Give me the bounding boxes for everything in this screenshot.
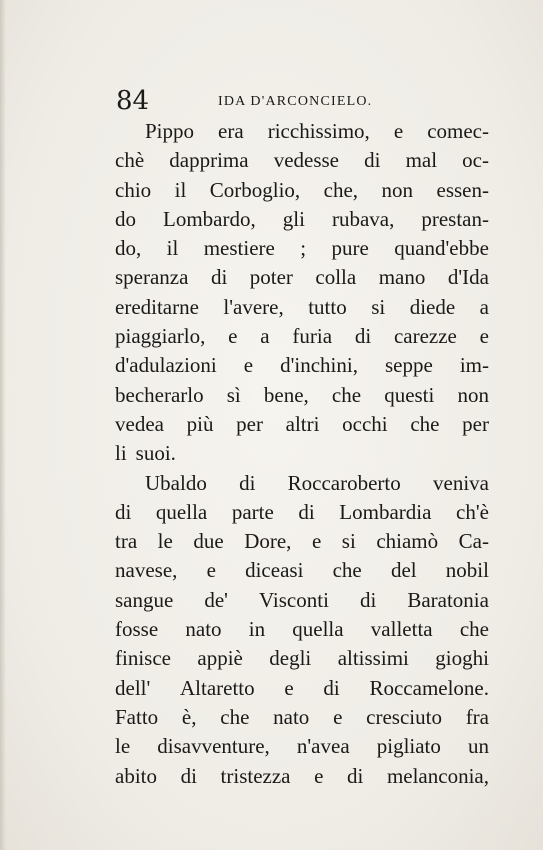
word: Baratonia	[407, 587, 489, 612]
word: mal	[405, 148, 438, 173]
text-line	[115, 674, 489, 703]
word: altri	[285, 411, 320, 436]
word: d'inchini,	[280, 353, 358, 378]
word: per	[462, 411, 489, 436]
word: ricchissimo,	[267, 119, 370, 143]
page-number: 84	[116, 86, 150, 116]
word: nato	[273, 704, 310, 729]
word: ereditarne	[115, 294, 199, 319]
word: oc-	[462, 148, 489, 173]
word: vedesse	[273, 148, 339, 173]
word: Lombardia	[339, 499, 432, 524]
word: valletta	[370, 617, 433, 642]
word: e	[479, 324, 489, 349]
text-line	[115, 762, 489, 791]
word: altissimi	[337, 646, 409, 671]
word: fosse	[115, 617, 159, 642]
word: cresciuto	[366, 704, 442, 729]
text-line	[115, 117, 489, 146]
word: Fatto	[115, 704, 159, 729]
word: non	[457, 382, 489, 407]
text-line	[115, 439, 489, 468]
word: è,	[181, 704, 197, 729]
word: due	[193, 529, 224, 554]
word: Lombardo,	[163, 206, 256, 231]
text-line	[115, 234, 489, 263]
word: nobil	[445, 558, 489, 583]
word: per	[236, 411, 263, 436]
word: e	[311, 529, 322, 554]
word: n'avea	[296, 734, 350, 759]
word: parte	[231, 499, 274, 524]
word: d'adulazioni	[115, 353, 217, 378]
word: essen-	[436, 177, 489, 202]
word: speranza	[115, 265, 189, 290]
word: piaggiarlo,	[115, 324, 206, 349]
word: poter	[249, 265, 293, 290]
word: pure	[331, 236, 369, 261]
text-line	[115, 410, 489, 439]
word: e	[228, 324, 238, 349]
word: finisce	[115, 646, 171, 671]
word: Corboglio,	[209, 177, 301, 202]
text-line	[115, 146, 489, 175]
word: era	[218, 119, 244, 143]
word: in	[248, 617, 266, 642]
word: li	[115, 441, 127, 466]
word: fra	[465, 704, 489, 729]
word: che,	[323, 177, 359, 202]
word: rubava,	[331, 206, 395, 231]
word: sangue	[115, 587, 174, 612]
word: non	[381, 177, 414, 202]
word: e	[314, 763, 324, 788]
word: disavventure,	[157, 734, 270, 759]
word: quand'ebbe	[394, 236, 489, 261]
word: Ca-	[458, 529, 489, 554]
word: chè	[115, 148, 145, 173]
word: Roccaroberto	[287, 470, 401, 495]
word: che	[459, 617, 489, 642]
paragraph-2	[115, 469, 489, 791]
text-line	[115, 732, 489, 761]
text-line	[115, 205, 489, 234]
word: a	[479, 294, 489, 319]
word: diceasi	[245, 558, 304, 583]
text-line	[115, 322, 489, 351]
word: dapprima	[169, 148, 249, 173]
word: più	[186, 411, 214, 436]
word: un	[468, 734, 489, 759]
word: dell'	[115, 675, 151, 700]
word: le	[157, 529, 173, 554]
word: seppe	[384, 353, 433, 378]
word: di	[115, 499, 132, 524]
word: chio	[115, 177, 152, 202]
word: di	[180, 763, 197, 788]
word: di	[347, 763, 364, 788]
page-header	[116, 86, 446, 116]
word: furia	[292, 324, 333, 349]
word: e	[333, 704, 343, 729]
word: le	[115, 734, 131, 759]
word: occhi	[342, 411, 388, 436]
word: colla	[315, 265, 357, 290]
word: ;	[300, 236, 307, 261]
word: quella	[155, 499, 208, 524]
word: di	[323, 675, 340, 700]
word: gioghi	[435, 646, 489, 671]
word: ch'è	[456, 499, 489, 524]
word: becherarlo	[115, 382, 204, 407]
word: Altaretto	[180, 675, 255, 700]
word: im-	[459, 353, 489, 378]
word: di	[298, 499, 315, 524]
word: e	[206, 558, 216, 583]
word: il	[166, 236, 179, 261]
word: navese,	[115, 558, 178, 583]
word: prestan-	[421, 206, 489, 231]
word: melanconia,	[386, 763, 489, 788]
text-line	[115, 644, 489, 673]
word: Dore,	[244, 529, 292, 554]
word: suoi.	[135, 441, 176, 466]
word: tristezza	[220, 763, 291, 788]
text-line	[115, 351, 489, 380]
word: nato	[185, 617, 222, 642]
word: di	[239, 470, 256, 495]
text-line	[115, 556, 489, 585]
word: e	[284, 675, 294, 700]
word: vedea	[115, 411, 164, 436]
word: degli	[269, 646, 312, 671]
word: carezze	[393, 324, 457, 349]
word: si	[341, 529, 356, 554]
word: d'Ida	[447, 265, 489, 290]
text-line	[115, 263, 489, 292]
word: quella	[292, 617, 344, 642]
word: di	[364, 148, 381, 173]
word: e	[393, 119, 404, 143]
word: do	[115, 206, 136, 231]
word: di	[354, 324, 372, 349]
word: Roccamelone.	[369, 675, 489, 700]
word: di	[210, 265, 228, 290]
word: mano	[378, 265, 426, 290]
body-text	[115, 117, 489, 791]
word: il	[174, 177, 187, 202]
word: l'avere,	[223, 294, 284, 319]
word: sì	[226, 382, 241, 407]
word: tra	[115, 529, 138, 554]
text-line	[115, 498, 489, 527]
word: gli	[282, 206, 305, 231]
word: che	[220, 704, 250, 729]
word: che	[331, 382, 362, 407]
text-line	[115, 293, 489, 322]
word: veniva	[433, 470, 489, 495]
word: de'	[204, 587, 228, 612]
page-edge-shadow	[0, 0, 6, 850]
word: chiamò	[376, 529, 439, 554]
text-line	[115, 176, 489, 205]
word: bene,	[263, 382, 309, 407]
paragraph-1	[115, 117, 489, 469]
word: diede	[409, 294, 456, 319]
text-line	[115, 527, 489, 556]
word: e	[243, 353, 254, 378]
text-line	[115, 615, 489, 644]
word: Pippo	[145, 119, 195, 143]
running-head: IDA D'ARCONCIELO.	[218, 94, 373, 109]
word: pigliato	[376, 734, 441, 759]
word: Visconti	[259, 587, 329, 612]
text-line	[115, 381, 489, 410]
word: Ubaldo	[145, 470, 207, 495]
word: si	[371, 294, 386, 319]
word: comec-	[427, 119, 489, 143]
word: a	[260, 324, 270, 349]
word: del	[390, 558, 417, 583]
text-line	[115, 469, 489, 498]
word: di	[359, 587, 377, 612]
word: tutto	[308, 294, 347, 319]
word: do,	[115, 236, 142, 261]
word: questi	[384, 382, 435, 407]
word: che	[332, 558, 362, 583]
word: mestiere	[203, 236, 275, 261]
word: abito	[115, 763, 157, 788]
text-line	[115, 586, 489, 615]
text-line	[115, 703, 489, 732]
word: che	[410, 411, 440, 436]
word: appiè	[197, 646, 243, 671]
